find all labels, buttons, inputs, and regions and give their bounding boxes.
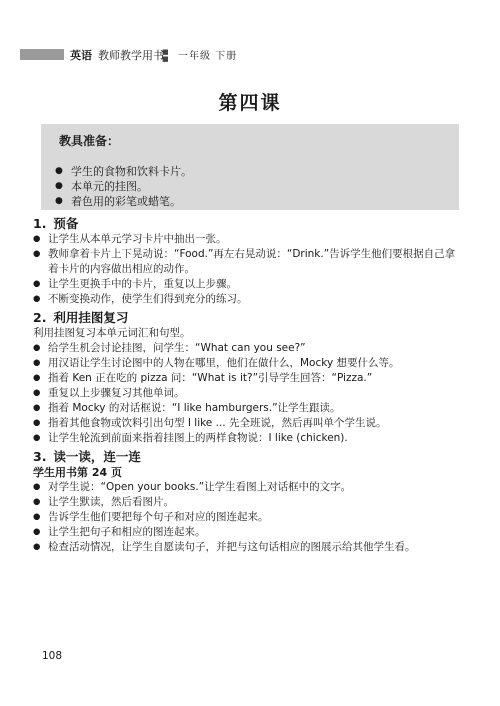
list-item: ● 检查活动情况，让学生自愿读句子，并把与这句话相应的图展示给其他学生看。 xyxy=(33,540,463,555)
materials-title: 教具准备： xyxy=(59,134,120,148)
header-separator-icon: ■ ■ xyxy=(162,48,169,63)
list-item: ● 让学生默读，然后看图片。 xyxy=(33,495,463,510)
list-item: ● 给学生机会讨论挂图，问学生：“What can you see?” xyxy=(33,341,463,356)
list-item: ● 重复以上步骤复习其他单词。 xyxy=(33,386,463,401)
section-intro: 利用挂图复习本单元词汇和句型。 xyxy=(33,327,191,339)
lesson-content xyxy=(33,216,463,555)
warmup-list xyxy=(33,232,463,307)
header-book-title: 教师教学用书 xyxy=(98,49,164,62)
list-item: ● 对学生说：“Open your books.”让学生看图上对话框中的文字。 xyxy=(33,480,463,495)
read-match-list xyxy=(33,480,463,555)
list-item: ● 不断变换动作，使学生们得到充分的练习。 xyxy=(33,292,463,307)
materials-list xyxy=(55,164,192,209)
page-number: 108 xyxy=(42,650,63,662)
list-item: ● 告诉学生他们要把每个句子和对应的图连起来。 xyxy=(33,510,463,525)
section-number: 1. xyxy=(33,216,47,231)
list-item: ● 让学生把句子和相应的图连起来。 xyxy=(33,525,463,540)
list-item: ● 让学生轮流到前面来指着挂图上的两样食物说：I like (chicken). xyxy=(33,431,463,446)
wallchart-list xyxy=(33,341,463,446)
section-title: 利用挂图复习 xyxy=(53,310,129,325)
list-item: ● 指着 Mocky 的对话框说：“I like hamburgers.”让学生跟读。 xyxy=(33,401,463,416)
materials-box xyxy=(41,124,459,210)
section-heading-read-match xyxy=(33,449,463,465)
header-bar-decoration xyxy=(20,49,64,60)
student-book-reference: 学生用书第 24 页 xyxy=(33,466,122,479)
section-heading-warmup xyxy=(33,216,463,232)
running-header xyxy=(0,44,500,66)
header-grade: 一年级 下册 xyxy=(178,51,238,62)
materials-item: ● 本单元的挂图。 xyxy=(55,179,192,194)
list-item: ● 指着 Ken 正在吃的 pizza 问：“What is it?”引导学生回答：“Pizza.” xyxy=(33,371,463,386)
list-item: ● 指着其他食物或饮料引出句型 I like ... 先全班说，然后再叫单个学生说。 xyxy=(33,416,463,431)
materials-item: ● 着色用的彩笔或蜡笔。 xyxy=(55,194,192,209)
header-subject: 英语 xyxy=(70,49,92,62)
section-number: 3. xyxy=(33,449,47,464)
section-heading-wallchart xyxy=(33,310,463,326)
section-title: 读一读，连一连 xyxy=(53,449,141,464)
list-item: ● 教师拿着卡片上下晃动说：“Food.”再左右晃动说：“Drink.”告诉学生他们要根据自己拿着卡片的内容做出相应的动作。 xyxy=(33,247,463,277)
section-number: 2. xyxy=(33,310,47,325)
list-item: ● 让学生从本单元学习卡片中抽出一张。 xyxy=(33,232,463,247)
list-item: ● 让学生更换手中的卡片，重复以上步骤。 xyxy=(33,277,463,292)
list-item: ● 用汉语让学生讨论图中的人物在哪里，他们在做什么，Mocky 想要什么等。 xyxy=(33,356,463,371)
materials-item: ● 学生的食物和饮料卡片。 xyxy=(55,164,192,179)
lesson-title: 第四课 xyxy=(218,92,282,114)
section-title: 预备 xyxy=(53,216,79,231)
